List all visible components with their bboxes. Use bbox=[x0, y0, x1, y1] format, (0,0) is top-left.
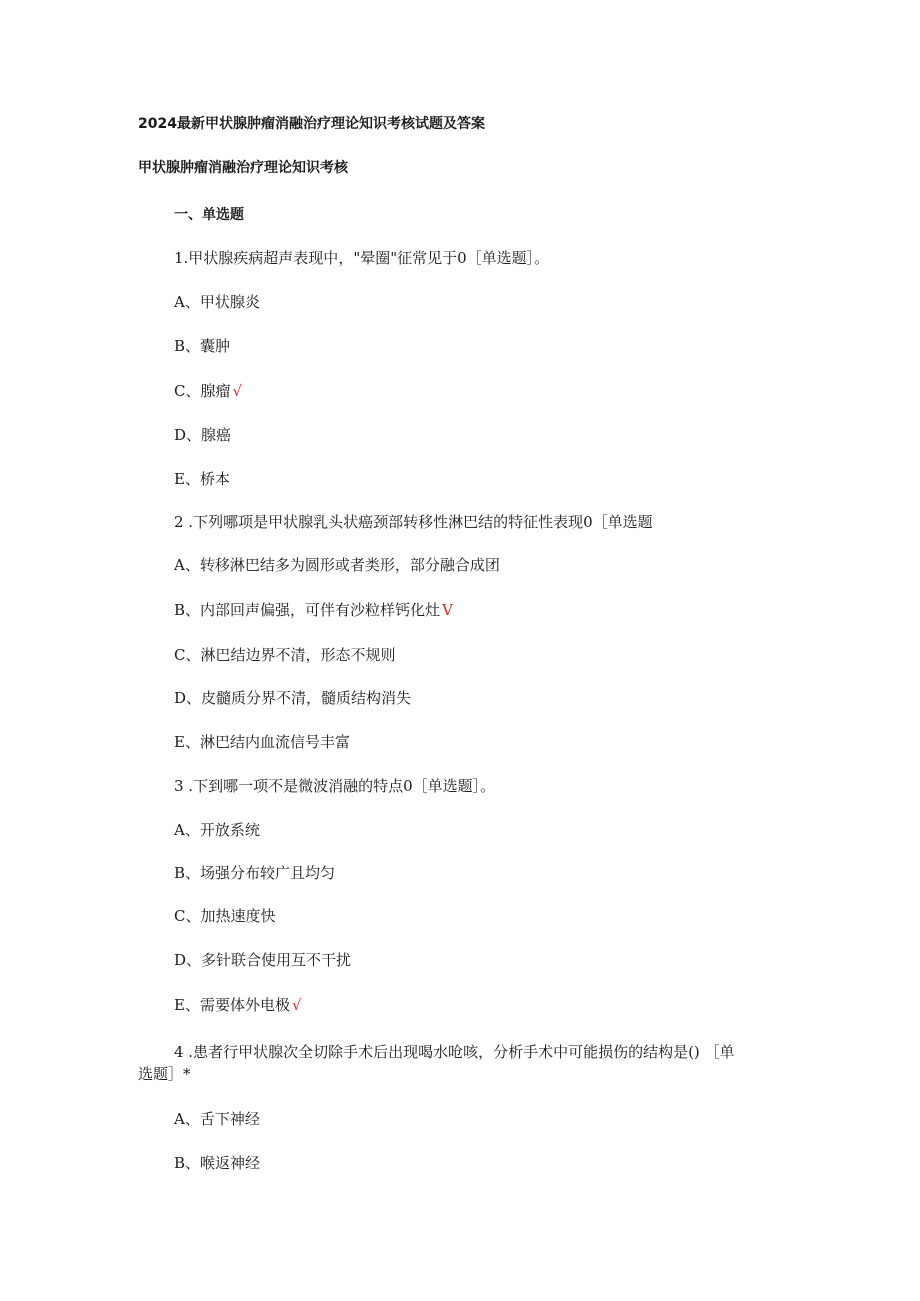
question-3-option-b: B、场强分布较广且均匀 bbox=[174, 864, 336, 882]
correct-check-icon: V bbox=[442, 601, 453, 619]
question-1-option-e: E、桥本 bbox=[174, 470, 230, 488]
question-2-option-d: D、皮髓质分界不清，髓质结构消失 bbox=[174, 689, 412, 707]
question-2-option-a: A、转移淋巴结多为圆形或者类形，部分融合成团 bbox=[174, 556, 500, 574]
correct-check-icon: √ bbox=[291, 996, 302, 1014]
option-text: C、腺瘤 bbox=[174, 382, 231, 400]
question-4-option-a: A、舌下神经 bbox=[174, 1110, 260, 1128]
question-3-option-a: A、开放系统 bbox=[174, 821, 260, 839]
question-3-text: 3 .下到哪一项不是微波消融的特点0［单选题］。 bbox=[174, 777, 496, 795]
document-title: 2024最新甲状腺肿瘤消融治疗理论知识考核试题及答案 bbox=[138, 116, 485, 132]
question-1-option-b: B、囊肿 bbox=[174, 337, 231, 355]
question-2-option-b bbox=[174, 600, 453, 620]
question-2-option-c: C、淋巴结边界不清，形态不规则 bbox=[174, 646, 396, 664]
question-2-option-e: E、淋巴结内血流信号丰富 bbox=[174, 733, 350, 751]
question-3-option-d: D、多针联合使用互不干扰 bbox=[174, 951, 352, 969]
question-1-option-d: D、腺癌 bbox=[174, 426, 232, 444]
question-3-option-e bbox=[174, 995, 302, 1015]
option-text: B、内部回声偏强，可伴有沙粒样钙化灶 bbox=[174, 601, 441, 619]
question-4-line-1: 4 .患者行甲状腺次全切除手术后出现喝水呛咳，分析手术中可能损伤的结构是() ［单 bbox=[174, 1043, 735, 1061]
correct-check-icon: √ bbox=[232, 382, 243, 400]
question-4-option-b: B、喉返神经 bbox=[174, 1154, 261, 1172]
section-heading: 一、单选题 bbox=[174, 207, 244, 223]
question-1-option-a: A、甲状腺炎 bbox=[174, 293, 260, 311]
question-2-text: 2 .下列哪项是甲状腺乳头状癌颈部转移性淋巴结的特征性表现0［单选题 bbox=[174, 513, 653, 531]
question-1-option-c bbox=[174, 381, 242, 401]
question-3-option-c: C、加热速度快 bbox=[174, 907, 276, 925]
document-subtitle: 甲状腺肿瘤消融治疗理论知识考核 bbox=[138, 160, 348, 176]
option-text: E、需要体外电极 bbox=[174, 996, 290, 1014]
question-1-text: 1.甲状腺疾病超声表现中，"晕圈"征常见于0［单选题］。 bbox=[174, 249, 550, 267]
question-4-line-2: 选题］* bbox=[138, 1065, 191, 1083]
question-4-text bbox=[138, 1041, 786, 1085]
